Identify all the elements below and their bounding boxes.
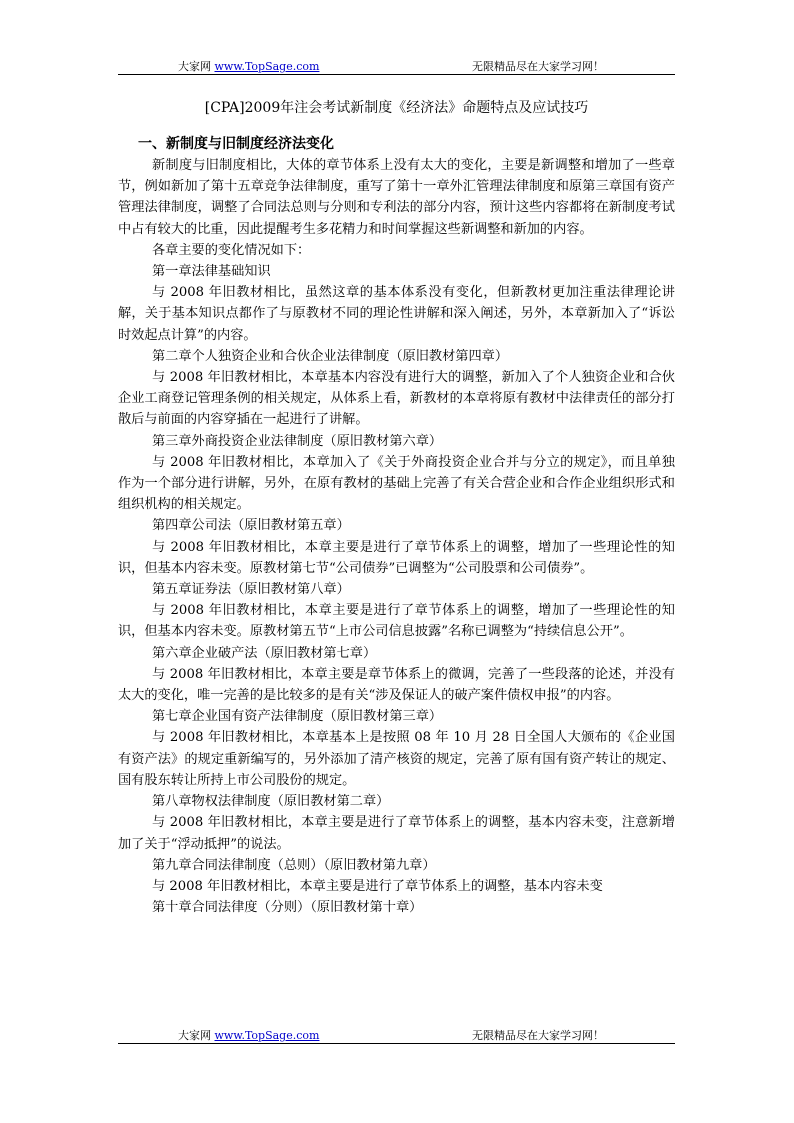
paragraph: 与 2008 年旧教材相比，虽然这章的基本体系没有变化，但新教材更加注重法律理论讲解，关于基本知识点都作了与原教材不同的理论性讲解和深入阐述，另外，本章新加入了“诉讼时效起点计算”的内容。: [118, 285, 675, 343]
paragraph: 与 2008 年旧教材相比，本章主要是章节体系上的微调，完善了一些段落的论述，并没有太大的变化，唯一完善的是比较多的是有关“涉及保证人的破产案件债权申报”的内容。: [118, 666, 675, 704]
chapter-heading: 第十章合同法律度（分则）（原旧教材第十章）: [152, 900, 423, 916]
chapter-heading: 第二章个人独资企业和合伙企业法律制度（原旧教材第四章）: [152, 348, 509, 364]
chapter-heading: 第四章公司法（原旧教材第五章）: [152, 518, 350, 534]
paragraph: 与 2008 年旧教材相比，本章加入了《关于外商投资企业合并与分立的规定》，而且单独作为一个部分进行讲解，另外，在原有教材的基础上完善了有关合营企业和合作企业组织形式和组织机构的相关规定。: [118, 454, 675, 513]
header-site-link[interactable]: www.TopSage.com: [214, 60, 320, 73]
chapter-heading: 第五章证券法（原旧教材第八章）: [152, 582, 350, 598]
paragraph: 与 2008 年旧教材相比，本章基本上是按照 08 年 10 月 28 日全国人大颁布的《企业国有资产法》的规定重新编写的，另外添加了清产核资的规定，完善了原有国有资产转让的规定、国有股东转让所持上市公司股份的规定。: [118, 730, 675, 788]
document-title: [CPA]2009年注会考试新制度《经济法》命题特点及应试技巧: [204, 100, 589, 116]
paragraph: 与 2008 年旧教材相比，本章主要是进行了章节体系上的调整，增加了一些理论性的知识，但基本内容未变。原教材第七节“公司债券”已调整为“公司股票和公司债券”。: [118, 539, 675, 576]
footer-site: [178, 1027, 319, 1043]
paragraph: 新制度与旧制度相比，大体的章节体系上没有太大的变化，主要是新调整和增加了一些章节，例如新加了第十五章竞争法律制度，重写了第十一章外汇管理法律制度和原第三章国有资产管理法律制度，调整了合同法总则与分则和专利法的部分内容，预计这些内容都将在新制度考试中占有较大的比重，因此提醒考生多花精力和时间掌握这些新调整和新加的内容。: [118, 158, 675, 237]
chapter-heading: 第七章企业国有资产法律制度（原旧教材第三章）: [152, 709, 443, 725]
footer-slogan: 无限精品尽在大家学习网！: [472, 1029, 604, 1042]
document-body: [118, 133, 675, 918]
chapter-heading: 第九章合同法律制度（总则）（原旧教材第九章）: [152, 857, 436, 873]
header-site-name: 大家网: [178, 60, 211, 73]
chapter-heading: 第六章企业破产法（原旧教材第七章）: [152, 645, 377, 661]
chapter-heading: 第一章法律基础知识: [152, 264, 271, 280]
chapter-heading: 第八章物权法律制度（原旧教材第二章）: [152, 794, 390, 810]
paragraph: 与 2008 年旧教材相比，本章基本内容没有进行大的调整，新加入了个人独资企业和合伙企业工商登记管理条例的相关规定，从体系上看，新教材的本章将原有教材中法律责任的部分打散后与前面的内容穿插在一起进行了讲解。: [118, 370, 675, 428]
footer-site-name: 大家网: [178, 1029, 211, 1042]
paragraph: 各章主要的变化情况如下：: [152, 242, 311, 258]
section-heading: 一、新制度与旧制度经济法变化: [138, 136, 334, 152]
page-header: [118, 57, 675, 75]
header-site: [178, 58, 319, 74]
page-footer: [118, 1026, 675, 1044]
paragraph: 与 2008 年旧教材相比，本章主要是进行了章节体系上的调整，基本内容未变: [152, 878, 603, 894]
paragraph: 与 2008 年旧教材相比，本章主要是进行了章节体系上的调整，基本内容未变，注意新增加了关于“浮动抵押”的说法。: [118, 815, 675, 852]
chapter-heading: 第三章外商投资企业法律制度（原旧教材第六章）: [152, 433, 443, 449]
header-slogan: 无限精品尽在大家学习网！: [472, 60, 604, 73]
footer-site-link[interactable]: www.TopSage.com: [214, 1029, 320, 1042]
paragraph: 与 2008 年旧教材相比，本章主要是进行了章节体系上的调整，增加了一些理论性的知识，但基本内容未变。原教材第五节“上市公司信息披露”名称已调整为“持续信息公开”。: [118, 603, 675, 640]
